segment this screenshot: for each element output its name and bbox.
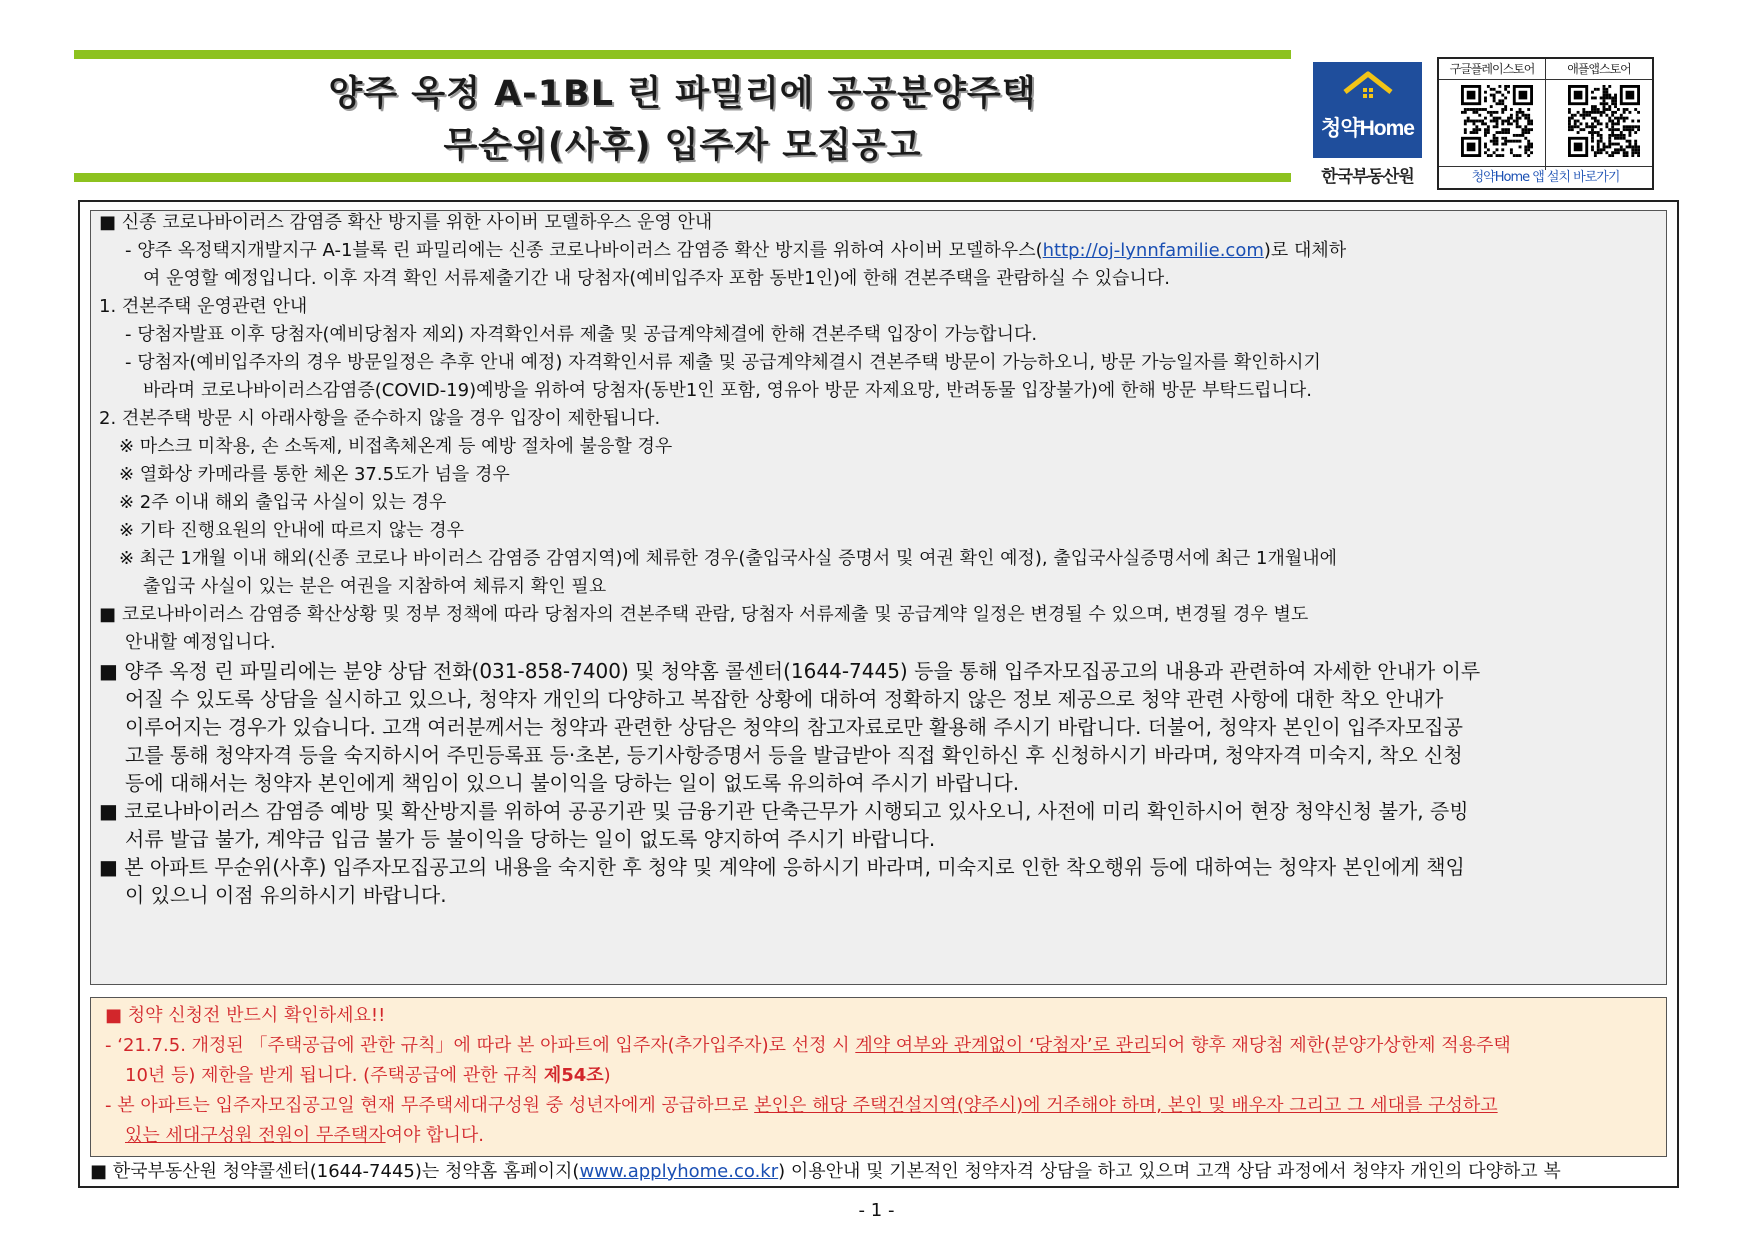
page-title-line1: 양주 옥정 A-1BL 린 파밀리에 공공분양주택	[328, 74, 1037, 114]
warning-line: - ‘21.7.5. 개정된 「주택공급에 관한 규칙」에 따라 본 아파트에 입주자(추가입주자)로 선정 시 계약 여부와 관계없이 ‘당첨자’로 관리되어 향후 재당첨 제한(분양가상한제 적용주택	[105, 1035, 1511, 1056]
app-store-qr-column	[1546, 59, 1652, 170]
notice-line: 고를 통해 청약자격 등을 숙지하시어 주민등록표 등·초본, 등기사항증명서 등을 발급받아 직접 확인하신 후 신청하시기 바라며, 청약자격 미숙지, 착오 신청	[125, 743, 1463, 767]
house-icon	[1341, 70, 1395, 110]
notice-line: 서류 발급 불가, 계약금 입금 불가 등 불이익을 당하는 일이 없도록 양지하여 주시기 바랍니다.	[125, 827, 936, 851]
page-title-line2: 무순위(사후) 입주자 모집공고	[443, 126, 922, 166]
app-install-link[interactable]: 청약Home 앱 설치 바로가기	[1439, 166, 1652, 188]
notice-line: 출입국 사실이 있는 분은 여권을 지참하여 체류지 확인 필요	[143, 576, 607, 597]
notice-line: 2. 견본주택 방문 시 아래사항을 준수하지 않을 경우 입장이 제한됩니다.	[99, 408, 661, 429]
notice-line: 이루어지는 경우가 있습니다. 고객 여러분께서는 청약과 관련한 상담은 청약의 참고자료로만 활용해 주시기 바랍니다. 더불어, 청약자 본인이 입주자모집공	[125, 715, 1463, 739]
notice-line: 등에 대해서는 청약자 본인에게 책임이 있으니 불이익을 당하는 일이 없도록 유의하여 주시기 바랍니다.	[125, 771, 1020, 795]
notice-line: - 양주 옥정택지개발지구 A-1블록 린 파밀리에는 신종 코로나바이러스 감염증 확산 방지를 위하여 사이버 모델하우스(http://oj-lynnfamilie.com)로 대체하	[125, 240, 1347, 261]
notice-line: ※ 열화상 카메라를 통한 체온 37.5도가 넘을 경우	[119, 464, 510, 485]
app-store-label: 애플앱스토어	[1546, 59, 1652, 80]
notice-line: ※ 기타 진행요원의 안내에 따르지 않는 경우	[119, 520, 465, 541]
notice-box	[90, 210, 1667, 985]
page-number: - 1 -	[858, 1200, 895, 1221]
logo-brand: 청약Home	[1321, 117, 1414, 140]
applyhome-link[interactable]: www.applyhome.co.kr	[579, 1161, 779, 1182]
notice-frame	[78, 200, 1679, 1188]
app-qr-panel	[1437, 57, 1654, 190]
warning-box	[90, 997, 1667, 1157]
warning-line: 10년 등) 제한을 받게 됩니다. (주택공급에 관한 규칙 제54조)	[125, 1065, 611, 1086]
notice-line: ■ 양주 옥정 린 파밀리에는 분양 상담 전화(031-858-7400) 및 청약홈 콜센터(1644-7445) 등을 통해 입주자모집공고의 내용과 관련하여 자세한 안내가 이루	[99, 659, 1481, 683]
notice-line: - 당첨자발표 이후 당첨자(예비당첨자 제외) 자격확인서류 제출 및 공급계약체결에 한해 견본주택 입장이 가능합니다.	[125, 324, 1038, 345]
google-play-qr-code[interactable]	[1461, 85, 1533, 157]
warning-heading: ■ 청약 신청전 반드시 확인하세요!!	[105, 1005, 386, 1026]
notice-line: ■ 코로나바이러스 감염증 예방 및 확산방지를 위하여 공공기관 및 금융기관 단축근무가 시행되고 있사오니, 사전에 미리 확인하시어 현장 청약신청 불가, 증빙	[99, 799, 1469, 823]
notice-line: ■ 코로나바이러스 감염증 확산상황 및 정부 정책에 따라 당첨자의 견본주택 관람, 당첨자 서류제출 및 공급계약 일정은 변경될 수 있으며, 변경될 경우 별도	[99, 604, 1309, 625]
google-play-label: 구글플레이스토어	[1439, 59, 1545, 80]
warning-line: 있는 세대구성원 전원이 무주택자여야 합니다.	[125, 1125, 484, 1146]
notice-line: 안내할 예정입니다.	[125, 632, 276, 653]
callcenter-line: ■ 한국부동산원 청약콜센터(1644-7445)는 청약홈 홈페이지(www.applyhome.co.kr) 이용안내 및 기본적인 청약자격 상담을 하고 있으며 고객 상담 과정에서 청약자 개인의 다양하고 복	[90, 1161, 1561, 1182]
header-bottom-bar	[74, 173, 1291, 182]
notice-line: ※ 마스크 미착용, 손 소독제, 비접촉체온계 등 예방 절차에 불응할 경우	[119, 436, 673, 457]
notice-line: 이 있으니 이점 유의하시기 바랍니다.	[125, 883, 447, 907]
applyhome-logo	[1313, 62, 1422, 190]
notice-line: 어질 수 있도록 상담을 실시하고 있으나, 청약자 개인의 다양하고 복잡한 상황에 대하여 정확하지 않은 정보 제공으로 청약 관련 사항에 대한 착오 안내가	[125, 687, 1444, 711]
notice-line: - 당첨자(예비입주자의 경우 방문일정은 추후 안내 예정) 자격확인서류 제출 및 공급계약체결시 견본주택 방문이 가능하오니, 방문 가능일자를 확인하시기	[125, 352, 1321, 373]
notice-line: 바라며 코로나바이러스감염증(COVID-19)예방을 위하여 당첨자(동반1인 포함, 영유아 방문 자제요망, 반려동물 입장불가)에 한해 방문 부탁드립니다.	[143, 380, 1313, 401]
notice-line: ■ 신종 코로나바이러스 감염증 확산 방지를 위한 사이버 모델하우스 운영 안내	[99, 212, 713, 233]
notice-line: ※ 최근 1개월 이내 해외(신종 코로나 바이러스 감염증 감염지역)에 체류한 경우(출입국사실 증명서 및 여권 확인 예정), 출입국사실증명서에 최근 1개월내에	[119, 548, 1338, 569]
cyber-modelhouse-link[interactable]: http://oj-lynnfamilie.com	[1042, 240, 1264, 261]
logo-org-name: 한국부동산원	[1321, 167, 1414, 187]
logo-background	[1313, 62, 1422, 158]
app-store-qr-code[interactable]	[1568, 85, 1640, 157]
warning-line: - 본 아파트는 입주자모집공고일 현재 무주택세대구성원 중 성년자에게 공급하므로 본인은 해당 주택건설지역(양주시)에 거주해야 하며, 본인 및 배우자 그리고 그 세대를 구성하고	[105, 1095, 1498, 1116]
notice-line: 여 운영할 예정입니다. 이후 자격 확인 서류제출기간 내 당첨자(예비입주자 포함 동반1인)에 한해 견본주택을 관람하실 수 있습니다.	[143, 268, 1170, 289]
header-top-bar	[74, 50, 1291, 59]
notice-line: ■ 본 아파트 무순위(사후) 입주자모집공고의 내용을 숙지한 후 청약 및 계약에 응하시기 바라며, 미숙지로 인한 착오행위 등에 대하여는 청약자 본인에게 책임	[99, 855, 1465, 879]
notice-line: ※ 2주 이내 해외 출입국 사실이 있는 경우	[119, 492, 447, 513]
google-play-qr-column	[1439, 59, 1546, 170]
notice-line: 1. 견본주택 운영관련 안내	[99, 296, 308, 317]
